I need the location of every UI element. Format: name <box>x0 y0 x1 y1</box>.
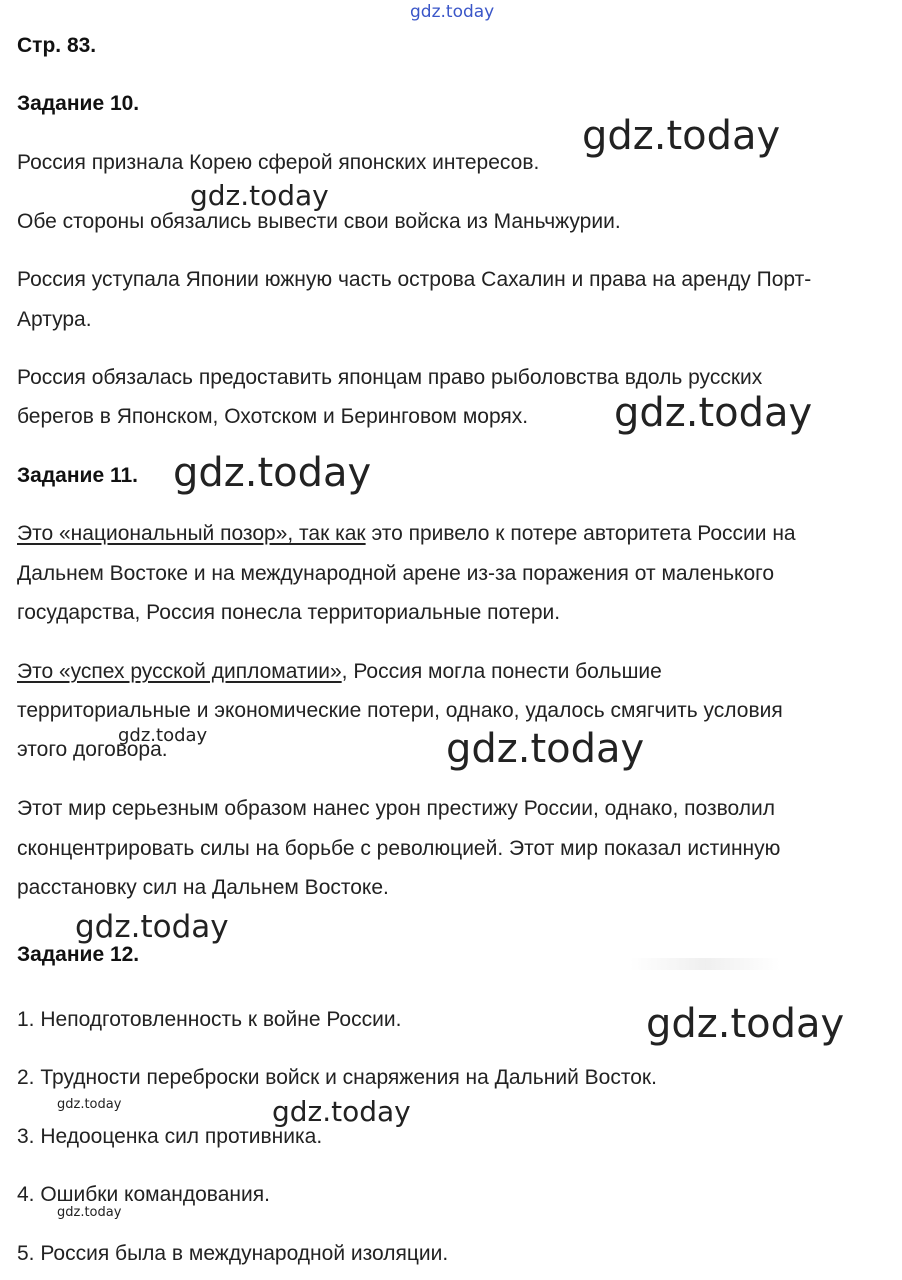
watermark-top: gdz.today <box>410 2 495 22</box>
task-11-p2-rest: , Россия могла понести большие <box>341 660 662 683</box>
task-10-line-3: Россия уступала Японии южную часть острова Сахалин и права на аренду Порт- <box>17 268 812 291</box>
task-11-p1-lead: Это «национальный позор», так как <box>17 522 366 545</box>
task-12-item-1: 1. Неподготовленность к войне России. <box>17 1008 402 1031</box>
watermark: gdz.today <box>582 113 781 159</box>
watermark: gdz.today <box>614 390 813 436</box>
task-11-p2-line-3: этого договора. <box>17 738 168 761</box>
task-12-title: Задание 12. <box>17 943 140 966</box>
watermark: gdz.today <box>446 726 645 772</box>
task-10-line-2: Обе стороны обязались вывести свои войска из Маньчжурии. <box>17 210 621 233</box>
task-12-item-4: 4. Ошибки командования. <box>17 1183 270 1206</box>
watermark: gdz.today <box>173 450 372 496</box>
task-10-line-4: Артура. <box>17 308 92 331</box>
task-11-p1-line-2: Дальнем Востоке и на международной арене из-за поражения от маленького <box>17 562 775 585</box>
task-10-title: Задание 10. <box>17 92 140 115</box>
task-11-p2-lead: Это «успех русской дипломатии» <box>17 660 342 683</box>
page-label: Стр. 83. <box>17 34 97 57</box>
task-10-line-5: Россия обязалась предоставить японцам право рыболовства вдоль русских <box>17 366 763 389</box>
watermark: gdz.today <box>57 1205 122 1220</box>
task-11-title: Задание 11. <box>17 464 138 487</box>
task-12-item-3: 3. Недооценка сил противника. <box>17 1125 323 1148</box>
task-11-p2-line-1 <box>17 652 662 692</box>
task-11-p3-line-1: Этот мир серьезным образом нанес урон престижу России, однако, позволил <box>17 797 775 820</box>
watermark: gdz.today <box>118 725 208 746</box>
watermark: gdz.today <box>190 179 329 212</box>
task-12-item-2: 2. Трудности переброски войск и снаряжения на Дальний Восток. <box>17 1066 657 1089</box>
watermark: gdz.today <box>75 909 229 945</box>
task-11-p1-line-1 <box>17 514 796 554</box>
task-11-p3-line-3: расстановку сил на Дальнем Востоке. <box>17 876 389 899</box>
task-10-line-1: Россия признала Корею сферой японских интересов. <box>17 151 540 174</box>
task-12-item-5: 5. Россия была в международной изоляции. <box>17 1242 449 1265</box>
scan-smudge <box>630 958 780 970</box>
watermark: gdz.today <box>646 1001 845 1047</box>
task-11-p2-line-2: территориальные и экономические потери, однако, удалось смягчить условия <box>17 699 783 722</box>
watermark: gdz.today <box>57 1097 122 1112</box>
task-11-p1-line-3: государства, Россия понесла территориальные потери. <box>17 601 561 624</box>
task-11-p3-line-2: сконцентрировать силы на борьбе с революцией. Этот мир показал истинную <box>17 837 781 860</box>
task-11-p1-rest: это привело к потере авторитета России на <box>365 522 796 545</box>
task-10-line-6: берегов в Японском, Охотском и Беринговом морях. <box>17 405 529 428</box>
watermark: gdz.today <box>272 1095 411 1128</box>
